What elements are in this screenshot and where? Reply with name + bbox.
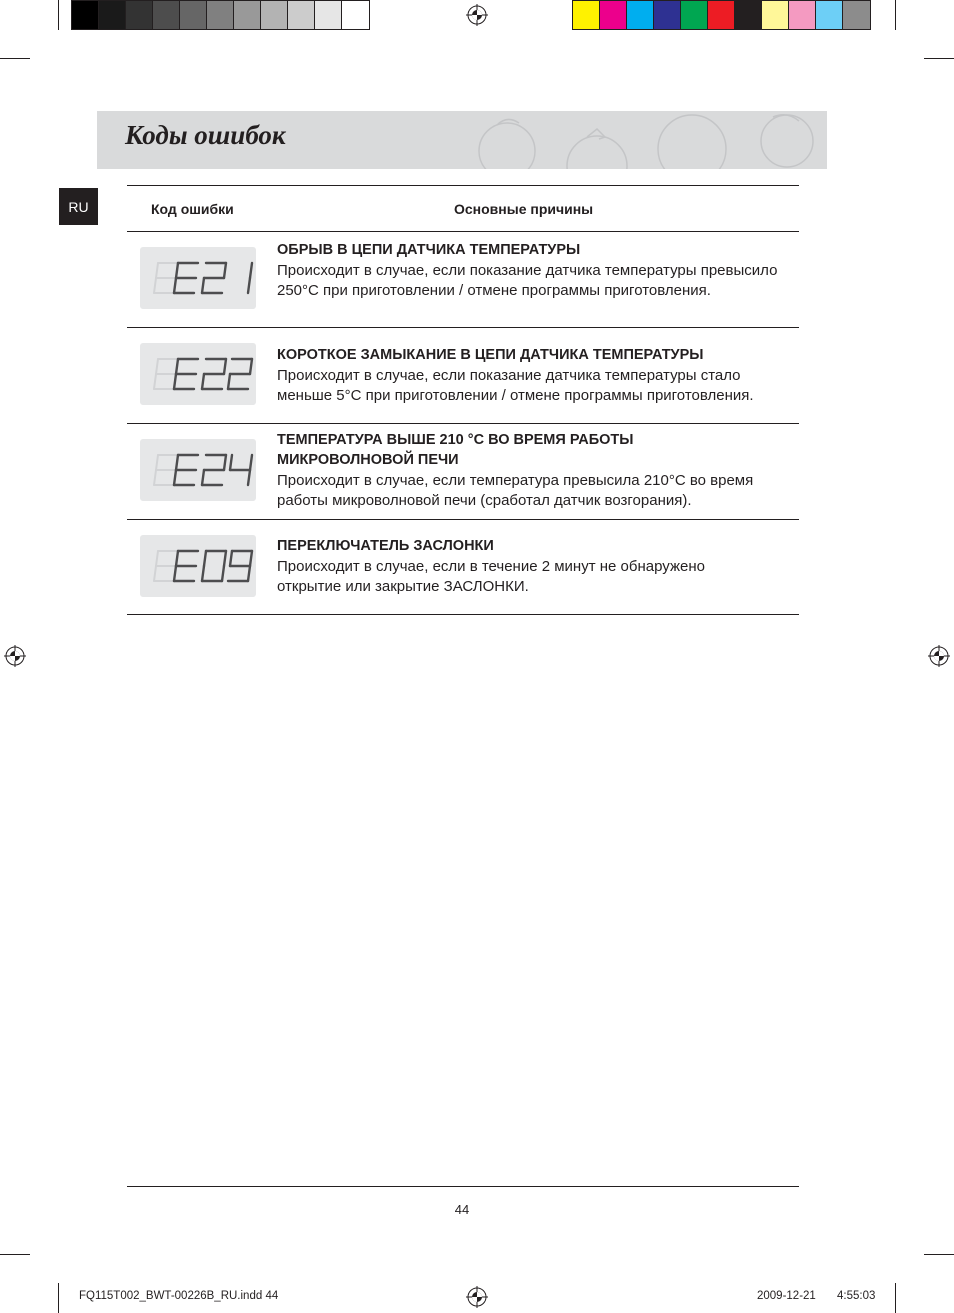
segment-display-icon [140,343,256,405]
color-swatch [762,1,789,29]
segment [248,566,250,581]
color-swatch [654,1,681,29]
crop-mark [58,0,59,30]
crop-mark [58,1283,59,1313]
segment [224,359,226,374]
segment [154,278,156,293]
slug-file: FQ115T002_BWT-00226B_RU.indd 44 [79,1290,279,1302]
color-swatch [735,1,762,29]
color-swatch [72,1,99,29]
table-rule [127,185,799,186]
table-rule [127,231,799,232]
table-rule [127,519,799,520]
color-swatch [789,1,816,29]
color-swatch [843,1,870,29]
column-header-code: Код ошибки [151,201,234,217]
section-header [97,111,827,169]
crop-mark [924,1254,954,1255]
error-description: Происходит в случае, если в течение 2 минут не обнаружено открытие или закрытие ЗАСЛОНКИ. [277,558,705,595]
segment [176,551,178,566]
color-swatch [207,1,234,29]
segment [174,566,176,581]
crop-mark [0,1254,30,1255]
language-tab: RU [59,188,98,225]
color-swatch [261,1,288,29]
column-header-causes: Основные причины [454,201,594,217]
segment [204,551,206,566]
color-swatch [681,1,708,29]
color-swatch [315,1,342,29]
vegetables-watermark-icon [477,111,827,169]
segment [176,455,178,470]
segment-display-icon [140,247,256,309]
color-bar [572,0,871,30]
error-display [140,439,256,501]
table-rule [127,423,799,424]
error-display [140,247,256,309]
error-display [140,535,256,597]
table-rule [127,327,799,328]
segment [250,551,252,566]
segment [176,263,178,278]
segment [174,374,176,389]
error-title: ОБРЫВ В ЦЕПИ ДАТЧИКА ТЕМПЕРАТУРЫ [277,242,581,258]
error-display [140,343,256,405]
crop-mark [895,1283,896,1313]
footer-rule [127,1186,799,1187]
error-description: Происходит в случае, если температура превысила 210°C во время работы микроволновой печи (сработал датчик возгорания). [277,472,754,509]
segment [176,359,178,374]
error-title: ТЕМПЕРАТУРА ВЫШЕ 210 °C ВО ВРЕМЯ РАБОТЫ МИКРОВОЛНОВОЙ ПЕЧИ [277,432,634,468]
grayscale-bar [71,0,370,30]
segment [224,263,226,278]
color-swatch [99,1,126,29]
color-swatch [627,1,654,29]
color-swatch [234,1,261,29]
segment [250,263,252,278]
error-title: КОРОТКОЕ ЗАМЫКАНИЕ В ЦЕПИ ДАТЧИКА ТЕМПЕРАТУРЫ [277,347,704,363]
segment [228,374,230,389]
segment [224,551,226,566]
registration-mark-icon [4,645,26,667]
segment [156,359,158,374]
segment [156,551,158,566]
segment [222,566,224,581]
registration-mark-icon [928,645,950,667]
color-swatch [573,1,600,29]
segment [156,455,158,470]
slug-date: 2009-12-21 [757,1290,816,1302]
color-swatch [708,1,735,29]
segment-display-icon [140,439,256,501]
segment [248,470,250,485]
segment [202,278,204,293]
segment [154,470,156,485]
segment [230,551,232,566]
segment-display-icon [140,535,256,597]
segment [174,278,176,293]
color-swatch [816,1,843,29]
color-swatch [153,1,180,29]
error-description: Происходит в случае, если показание датчика температуры стало меньше 5°C при приготовлении / отмене программы приготовления. [277,367,754,404]
table-rule [127,614,799,615]
segment [154,566,156,581]
segment [202,374,204,389]
segment [202,566,204,581]
segment [230,455,232,470]
segment [174,470,176,485]
page-number: 44 [454,1202,470,1217]
error-title: ПЕРЕКЛЮЧАТЕЛЬ ЗАСЛОНКИ [277,538,494,554]
color-swatch [288,1,315,29]
registration-mark-icon [466,4,488,26]
page-title: Коды ошибок [125,120,286,150]
segment [156,263,158,278]
color-swatch [180,1,207,29]
color-swatch [126,1,153,29]
crop-mark [895,0,896,30]
segment [224,455,226,470]
registration-mark-icon [466,1286,488,1308]
segment [202,470,204,485]
segment [250,359,252,374]
color-swatch [342,1,369,29]
color-swatch [600,1,627,29]
segment [250,455,252,470]
segment [248,278,250,293]
slug-time: 4:55:03 [837,1290,876,1302]
crop-mark [924,58,954,59]
error-description: Происходит в случае, если показание датчика температуры превысило 250°C при приготовлении / отмене программы приготовления. [277,262,778,299]
segment [154,374,156,389]
crop-mark [0,58,30,59]
